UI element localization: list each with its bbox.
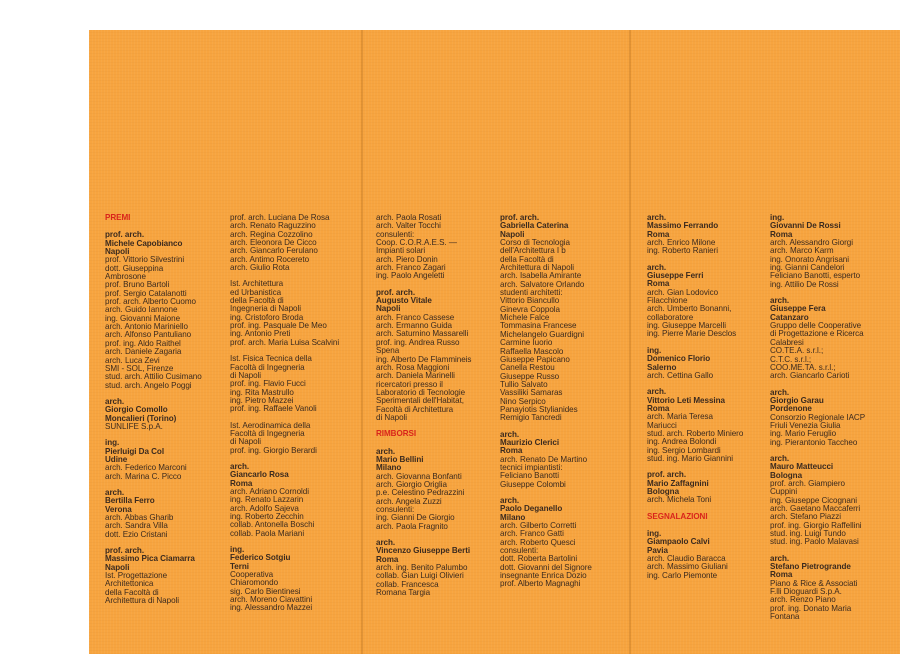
entry-head-line: arch. [500,496,520,505]
entry-body-line: Nino Serpico [500,396,546,406]
entry-body-line: collaboratore [647,312,694,322]
entry-body-line: Canella Restou [500,363,555,373]
entry-body-line: Impianti solari [376,246,426,256]
entry-body-line: arch. Giorgio Origlia [376,479,447,489]
entry-block [105,231,202,390]
entry-body-line: prof. ing. Donato Maria [770,603,852,613]
entry-body-line: ing. Roberto Zecchin [230,512,304,521]
entry-head-line: Bertilla Ferro [105,496,155,506]
entry-body-line: ing. Pierre Marie Desclos [647,329,737,339]
entry-body-line: arch. Isabella Amirante [500,271,582,281]
entry-block [230,355,339,413]
entry-head-line: Bologna [647,486,680,496]
entry-body-line: ing. Paolo Angeletti [376,271,445,281]
entry-body-line: Laboratorio di Tecnologie [376,387,466,397]
entry-body-line: arch. Gian Lodovico [647,287,719,297]
entry-block [647,264,743,339]
entry-body-line: prof. ing. Giorgio Berardi [230,445,317,455]
entry-body-line: arch. Guido Iannone [105,305,178,315]
entry-head-line: Pavia [647,545,668,555]
entry-head-line: Massimo Ferrando [647,221,719,231]
entry-body-line: arch. Paola Rosati [376,213,442,222]
entry-block [376,289,471,423]
entry-body-line: Spena [376,346,400,356]
entry-body-line: ing. Giuseppe Marcelli [647,321,726,331]
entry-body-line: ing. Gianni Candelori [770,263,845,273]
entry-head-line: Roma [647,229,670,239]
entry-body-line: arch. Salvatore Orlando [500,279,585,289]
entry-body-line: Cooperativa [230,570,274,580]
entry-body-line: Chiaromondo [230,578,279,588]
entry-body-line: arch. Alfonso Pantuliano [105,330,192,340]
entry-body-line: Panayiotis Stylianides [500,404,578,414]
entry-body-line: ing. Onorato Angrisani [770,254,849,264]
entry-head-line: Massimo Pica Ciamarra [105,554,195,564]
entry-body-line: ing. Giuseppe Cicognani [770,495,858,505]
entry-body-line: arch. ing. Benito Palumbo [376,563,468,573]
entry-body-line: dott. Roberta Bartolini [500,554,578,564]
entry-body-line: stud. ing. Luigi Tundo [770,529,846,539]
entry-body-line: arch. Federico Marconi [105,463,187,473]
entry-body-line: Sperimentali dell'Habitat, [376,396,464,406]
entry-body-line: arch. Cettina Gallo [647,370,714,380]
entry-head-line: Verona [105,504,132,514]
entry-body-line: arch. Franco Gatti [500,529,564,539]
entry-head-line: Giuseppe Ferri [647,271,704,281]
fold-line [361,30,363,654]
entry-head-line: Stefano Pietrogrande [770,562,851,572]
entry-body-line: arch. Michela Toni [647,495,712,505]
entry-body-line: arch. Saturnino Massarelli [376,329,469,339]
entry-head-line: Napoli [376,304,401,314]
entry-body-line: Michele Falce [500,313,550,323]
entry-head-line: Roma [500,446,523,456]
entry-block [500,497,592,589]
entry-body-line: della Facoltà di [230,296,284,306]
entry-body-line: arch. Valter Tocchi [376,221,441,231]
entry-head-line: Michele Capobianco [105,238,183,248]
entry-block [500,214,592,423]
entry-body-line: arch. Massimo Giuliani [647,562,728,572]
entry-body-line: Consorzio Regionale IACP [770,412,866,422]
entry-body-line: Feliciano Banotti, esperto [770,271,861,281]
entry-body-line: stud. arch. Angelo Poggi [105,380,192,390]
entry-head-line: Giancarlo Rosa [230,470,289,480]
entry-head-line: ing. [230,545,245,555]
entry-body-line: arch. Daniela Marinelli [376,371,455,381]
entry-body-line: Raffaella Mascolo [500,346,564,356]
entry-body-line: prof. Bruno Bartoli [105,280,170,290]
entry-body-line: ed Urbanistica [230,287,282,297]
entry-block [770,389,865,447]
entry-body-line: arch. Giulio Rota [230,263,290,273]
entry-body-line: della Facoltà di [500,254,554,264]
entry-head-line: arch. [770,553,790,563]
entry-head-line: ing. [647,345,662,355]
entry-body-line: di Napoli [230,370,262,380]
entry-body-line: Ginevra Coppola [500,304,560,314]
entry-head-line: Vittorio Leti Messina [647,395,725,405]
entry-body-line: arch. Giancarlo Carioti [770,371,850,381]
entry-body-line: Cuppini [770,487,798,497]
entry-body-line: prof. ing. Giorgio Raffellini [770,520,862,530]
entry-body-line: Giuseppe Russo [500,371,560,381]
entry-body-line: insegnante Enrica Dozio [500,571,587,581]
entry-body-line: ing. Attilio De Rossi [770,279,839,289]
entry-head-line: Giorgio Comollo [105,405,168,415]
entry-body-line: ing. Roberto Ranieri [647,246,718,256]
entry-body-line: Mariucci [647,420,677,430]
entry-head-line: arch. [500,429,520,439]
entry-head-line: Giorgio Garau [770,395,824,405]
entry-body-line: arch. Adolfo Sajeva [230,503,299,513]
entry-block [230,422,339,455]
entry-block [105,398,202,431]
entry-body-line: arch. Claudio Baracca [647,554,726,564]
entry-block [770,297,865,380]
entry-head-line: ing. [770,213,785,222]
entry-body-line: Ambrosone [105,272,146,282]
entry-head-line: Roma [647,403,670,413]
entry-head-line: prof. arch. [500,213,540,222]
entry-block [105,547,202,605]
entry-head-line: arch. [770,387,790,397]
entry-body-line: ing. Giovanni Maione [105,313,181,323]
entry-body-line: arch. Antimo Rocereto [230,254,310,264]
fold-line [629,30,631,654]
entry-head-line: Terni [230,561,249,571]
entry-body-line: arch. Eleonora De Cicco [230,238,317,248]
entry-body-line: tecnici impiantisti: [500,462,563,472]
entry-body-line: di Progettazione e Ricerca [770,329,864,339]
entry-body-line: ing. Rita Mastrullo [230,387,294,397]
entry-body-line: prof. Sergio Catalanotti [105,288,187,298]
entry-body-line: arch. Renato Raguzzino [230,221,316,231]
entry-body-line: arch. Rosa Maggioni [376,362,450,372]
entry-block [770,214,865,289]
entry-body-line: dell'Architettura I b [500,246,566,256]
entry-head-line: Giuseppe Fera [770,304,826,314]
entry-body-line: Facoltà di Architettura [376,404,454,414]
entry-body-line: SMI - SOL, Firenze [105,363,174,373]
entry-body-line: prof. arch. Giampiero [770,478,845,488]
entry-body-line: Architettonica [105,579,154,589]
entry-body-line: arch. Alessandro Giorgi [770,238,853,248]
entry-body-line: consulenti: [376,505,415,514]
column-2 [230,214,339,621]
entry-head-line: prof. arch. [376,287,416,297]
entry-body-line: arch. Gilberto Corretti [500,521,577,531]
column-3 [376,214,471,605]
entry-body-line: ricercatori presso il [376,379,443,389]
entry-block [647,388,743,463]
entry-block [376,214,471,281]
entry-body-line: sig. Carlo Bientinesi [230,586,301,596]
entry-body-line: arch. Maria Teresa [647,412,713,422]
entry-body-line: arch. Regina Cozzolino [230,229,313,239]
entry-body-line: ing. Alessandro Mazzei [230,603,313,613]
entry-block [647,347,743,380]
entry-body-line: Remigio Tancredi [500,413,562,423]
entry-body-line: consulenti: [500,546,539,556]
entry-body-line: arch. Marina C. Picco [105,471,182,481]
entry-block [376,448,471,531]
entry-head-line: prof. arch. [105,546,145,556]
entry-head-line: arch. [770,453,790,463]
entry-body-line: CO.TE.A. s.r.l.; [770,346,824,356]
entry-body-line: arch. Angela Zuzzi [376,496,442,506]
entry-body-line: arch. Enrico Milone [647,238,716,248]
entry-body-line: arch. Franco Cassese [376,312,455,322]
entry-head-line: Vincenzo Giuseppe Berti [376,546,471,556]
entry-body-line: Giuseppe Papicano [500,354,570,364]
column-5 [647,214,743,588]
entry-body-line: C.T.C. s.r.l.; [770,354,812,364]
entry-body-line: Ist. Architettura [230,279,284,289]
entry-block [770,455,865,547]
entry-body-line: Vittorio Biancullo [500,296,560,306]
entry-block [230,463,339,538]
entry-block [230,280,339,347]
entry-body-line: Piano & Rice & Associati [770,578,858,588]
entry-body-line: Tommasina Francese [500,321,577,331]
entry-block [376,539,471,597]
entry-body-line: Vassiliki Samaras [500,388,563,398]
entry-body-line: arch. Antonio Mariniello [105,322,188,332]
entry-body-line: arch. Giancarlo Ferulano [230,246,318,256]
entry-body-line: dott. Giovanni del Signore [500,562,592,572]
entry-head-line: Roma [770,570,793,580]
entry-body-line: Corso di Tecnologia [500,238,570,248]
entry-head-line: prof. arch. [647,470,687,480]
entry-body-line: Ingegneria di Napoli [230,304,301,314]
entry-body-line: dott. Giuseppina [105,263,164,273]
entry-body-line: Friuli Venezia Giulia [770,420,841,430]
entry-body-line: della Facoltà di [105,587,159,597]
entry-block [647,471,743,504]
entry-body-line: Tullio Salvato [500,379,548,389]
entry-head-line: Milano [500,512,526,522]
entry-body-line: Carmine Iuorio [500,338,553,348]
entry-body-line: prof. arch. Alberto Cuomo [105,297,196,307]
entry-head-line: arch. [770,296,790,306]
entry-body-line: arch. Franco Zagari [376,263,446,273]
entry-body-line: Giuseppe Colombi [500,479,566,489]
entry-head-line: ing. [647,529,662,538]
entry-head-line: arch. [105,396,125,406]
entry-block [500,431,592,489]
entry-body-line: arch. Moreno Ciavattini [230,595,313,605]
entry-body-line: collab. Paola Mariani [230,528,305,538]
entry-body-line: ing. Alberto De Flammineis [376,354,472,364]
entry-body-line: studenti architetti: [500,288,563,298]
entry-head-line: Mario Bellini [376,454,424,464]
entry-head-line: Milano [376,463,402,473]
entry-body-line: Filacchione [647,296,688,306]
entry-body-line: Architettura di Napoli [105,596,180,606]
entry-body-line: Gruppo delle Cooperative [770,321,862,331]
entry-body-line: collab. Antonella Boschi [230,520,315,530]
entry-body-line: arch. Roberto Quesci [500,537,576,547]
entry-block [647,214,743,256]
entry-body-line: ing. Pierantonio Taccheo [770,437,858,447]
entry-body-line: arch. Marco Karm [770,246,834,256]
entry-body-line: stud. ing. Mario Giannini [647,453,734,463]
column-4 [500,214,592,597]
entry-body-line: arch. Sandra Villa [105,521,168,531]
entry-body-line: Architettura di Napoli [500,263,575,273]
entry-head-line: arch. [647,213,667,222]
section-heading: RIMBORSI [376,429,417,439]
entry-body-line: dott. Ezio Cristani [105,529,168,539]
entry-head-line: arch. [647,387,667,397]
entry-body-line: arch. Gaetano Maccaferri [770,504,861,513]
entry-body-line: arch. Stefano Piazzi [770,512,841,522]
entry-head-line: arch. [105,487,125,497]
entry-body-line: di Napoli [230,437,262,447]
entry-body-line: Ist. Progettazione [105,571,168,581]
entry-body-line: prof. ing. Flavio Fucci [230,379,306,389]
entry-head-line: Pierluigi Da Col [105,446,165,456]
entry-body-line: prof. Alberto Magnaghi [500,579,581,589]
entry-head-line: Moncalieri (Torino) [105,413,177,423]
entry-body-line: Facoltà di Ingegneria [230,428,305,438]
entry-head-line: arch. [230,461,250,471]
entry-head-line: Napoli [500,229,525,239]
entry-body-line: F.lli Dioguardi S.p.A. [770,587,842,597]
entry-body-line: arch. Ermanno Guida [376,321,452,331]
entry-body-line: prof. ing. Raffaele Vanoli [230,404,317,414]
entry-head-line: Domenico Florio [647,354,711,364]
entry-body-line: arch. Renato De Martino [500,454,588,464]
entry-body-line: SUNLIFE S.p.A. [105,421,163,431]
entry-head-line: Paolo Deganello [500,504,563,514]
entry-body-line: Facoltà di Ingegneria [230,362,305,372]
entry-body-line: ing. Andrea Bolondi [647,437,717,447]
entry-body-line: stud. arch. Attilio Cusimano [105,372,202,382]
entry-body-line: arch. Umberto Bonanni, [647,304,732,314]
column-6 [770,214,865,629]
entry-body-line: prof. arch. Maria Luisa Scalvini [230,337,340,347]
entry-body-line: ing. Renato Lazzarin [230,495,304,505]
entry-head-line: Napoli [105,562,130,572]
column-1 [105,214,202,613]
entry-body-line: arch. Abbas Gharib [105,513,174,522]
entry-head-line: Bologna [770,470,803,480]
entry-body-line: ing. Mario Feruglio [770,429,837,439]
entry-body-line: prof. arch. Luciana De Rosa [230,213,330,222]
entry-head-line: Napoli [105,247,130,257]
entry-head-line: Roma [376,554,399,564]
entry-head-line: ing. [105,438,120,448]
entry-head-line: arch. [376,538,396,548]
entry-head-line: Mauro Matteucci [770,462,834,472]
entry-head-line: Giampaolo Calvi [647,537,710,547]
entry-body-line: collab. Francesca [376,579,439,589]
entry-body-line: consulenti: [376,229,415,239]
entry-block [770,555,865,622]
entry-body-line: Ist. Aerodinamica della [230,420,311,430]
entry-body-line: Ist. Fisica Tecnica della [230,354,312,364]
entry-block [105,489,202,539]
entry-body-line: stud. arch. Roberto Miniero [647,428,744,438]
entry-body-line: prof. ing. Pasquale De Meo [230,321,327,331]
entry-body-line: arch. Paola Fragnito [376,521,448,531]
entry-body-line: Fontana [770,612,800,622]
section-heading: PREMI [105,213,131,222]
entry-head-line: Roma [230,478,253,488]
entry-body-line: prof. Vittorio Silvestrini [105,255,185,265]
entry-head-line: Federico Sotgiu [230,553,291,563]
entry-body-line: prof. ing. Aldo Raithel [105,338,181,348]
entry-head-line: arch. [376,446,396,456]
entry-head-line: Pordenone [770,404,812,414]
entry-head-line: Salerno [647,362,677,372]
entry-block [230,214,339,272]
entry-body-line: arch. Daniele Zagaria [105,347,182,357]
entry-head-line: Maurizio Clerici [500,437,560,447]
entry-body-line: arch. Giovanna Bonfanti [376,471,462,481]
entry-body-line: ing. Antonio Preti [230,329,291,339]
entry-head-line: Mario Zaffagnini [647,478,709,488]
entry-block [230,546,339,613]
entry-block [647,530,743,580]
entry-body-line: ing. Carlo Piemonte [647,570,718,580]
entry-head-line: Gabriella Caterina [500,221,569,231]
entry-head-line: prof. arch. [105,230,145,240]
entry-body-line: ing. Sergio Lombardi [647,445,721,455]
entry-head-line: Giovanni De Rossi [770,221,841,231]
entry-body-line: arch. Piero Donin [376,254,438,264]
entry-body-line: ing. Pietro Mazzei [230,395,294,405]
entry-body-line: collab. Gian Luigi Olivieri [376,571,464,581]
entry-body-line: ing. Cristoforo Broda [230,312,304,322]
entry-head-line: Roma [770,229,793,239]
entry-head-line: Udine [105,454,128,464]
entry-body-line: Calabresi [770,337,804,347]
entry-body-line: ing. Gianni De Giorgio [376,513,455,523]
entry-body-line: arch. Luca Zevi [105,355,160,365]
entry-body-line: arch. Adriano Cornoldi [230,486,309,496]
entry-body-line: stud. ing. Paolo Malavasi [770,537,859,547]
entry-body-line: prof. ing. Andrea Russo [376,337,460,347]
entry-head-line: Roma [647,279,670,289]
entry-head-line: arch. [647,262,667,272]
entry-body-line: di Napoli [376,412,408,422]
entry-block [105,439,202,481]
entry-head-line: Catanzaro [770,312,809,322]
section-heading: SEGNALAZIONI [647,511,708,521]
entry-body-line: Feliciano Banotti [500,471,559,481]
entry-head-line: Augusto Vitale [376,296,432,306]
entry-body-line: p.e. Celestino Pedrazzini [376,488,465,498]
entry-body-line: Coop. C.O.R.A.E.S. — [376,238,457,248]
entry-body-line: Romana Targia [376,588,431,598]
entry-body-line: arch. Renzo Piano [770,595,836,605]
entry-body-line: COO.ME.TA. s.r.l.; [770,362,836,372]
entry-body-line: Michelangelo Guardigni [500,329,584,339]
